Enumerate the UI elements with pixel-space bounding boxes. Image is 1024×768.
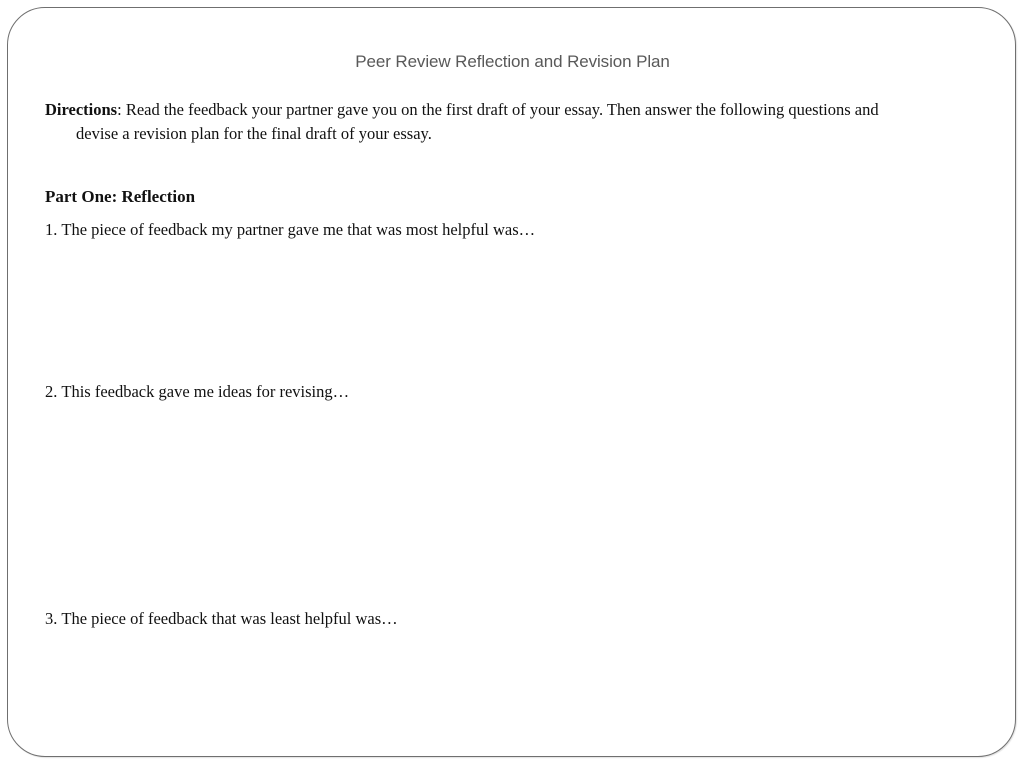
question-text: The piece of feedback my partner gave me that was most helpful was… (61, 220, 536, 239)
question-number: 1. (45, 220, 58, 239)
question-2 (45, 382, 349, 402)
directions-text-line1: : Read the feedback your partner gave you on the first draft of your essay. Then answer the following questions and (117, 100, 879, 119)
question-number: 2. (45, 382, 58, 401)
directions-text-line2: devise a revision plan for the final draft of your essay. (76, 124, 432, 143)
part-one-heading: Part One: Reflection (45, 187, 196, 206)
question-3 (45, 609, 398, 629)
directions-block (45, 98, 985, 146)
slide-frame (7, 7, 1016, 757)
question-number: 3. (45, 609, 58, 628)
question-text: This feedback gave me ideas for revising… (61, 382, 350, 401)
question-1 (45, 220, 535, 240)
question-text: The piece of feedback that was least helpful was… (61, 609, 398, 628)
directions-label: Directions (45, 100, 118, 119)
page-title: Peer Review Reflection and Revision Plan (355, 52, 670, 71)
